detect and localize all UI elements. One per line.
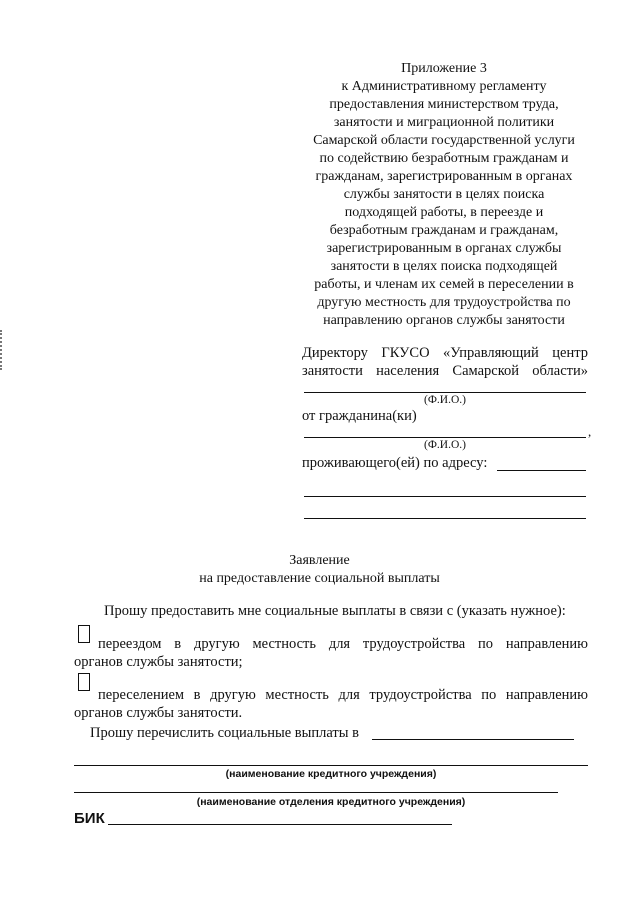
scan-edge-mark xyxy=(0,330,6,370)
appendix-line: службы занятости в целях поиска xyxy=(343,187,545,202)
appendix-line: предоставления министерством труда, xyxy=(329,97,559,112)
request-text: Прошу предоставить мне социальные выплаты в связи с (указать нужное): xyxy=(104,603,566,619)
statement-title: Заявление xyxy=(289,553,350,568)
address-field-3[interactable] xyxy=(304,518,586,519)
address-field-1[interactable] xyxy=(497,470,586,471)
addressee-block xyxy=(302,344,588,380)
appendix-line: другую местность для трудоустройства по xyxy=(317,295,571,310)
bank-branch-caption: (наименование отделения кредитного учреждения) xyxy=(196,796,466,808)
address-field-2[interactable] xyxy=(304,496,586,497)
appendix-line: работы, и членам их семей в переселении в xyxy=(314,277,574,292)
director-name-field[interactable] xyxy=(304,392,586,393)
appendix-line: занятости и миграционной политики xyxy=(333,115,555,130)
transfer-request-label: Прошу перечислить социальные выплаты в xyxy=(90,725,359,741)
bik-label: БИК xyxy=(74,810,105,827)
bank-inline-field[interactable] xyxy=(372,739,574,740)
applicant-name-comma: , xyxy=(588,424,592,439)
bank-name-field[interactable] xyxy=(74,765,588,766)
appendix-line: по содействию безработным гражданам и xyxy=(319,151,569,166)
appendix-line: зарегистрированным в органах службы xyxy=(326,241,562,256)
bank-branch-field[interactable] xyxy=(74,792,558,793)
appendix-header xyxy=(294,60,594,330)
option-relocation-line-2: органов службы занятости; xyxy=(74,654,243,670)
from-citizen-label: от гражданина(ки) xyxy=(302,408,417,424)
appendix-line: направлению органов службы занятости xyxy=(323,313,565,328)
fio-caption-director: (Ф.И.О.) xyxy=(424,394,466,406)
address-label: проживающего(ей) по адресу: xyxy=(302,455,488,471)
appendix-title: Приложение 3 xyxy=(401,61,487,76)
appendix-line: подходящей работы, в переезде и xyxy=(344,205,544,220)
bank-name-caption: (наименование кредитного учреждения) xyxy=(225,768,437,780)
appendix-line: занятости в целях поиска подходящей xyxy=(330,259,558,274)
option-resettlement-line-2: органов службы занятости. xyxy=(74,705,243,721)
fio-caption-applicant: (Ф.И.О.) xyxy=(424,439,466,451)
appendix-line: Самарской области государственной услуги xyxy=(313,133,575,148)
addressee-line-1: Директору ГКУСО «Управляющий центр xyxy=(302,345,588,361)
appendix-line: безработным гражданам и гражданам, xyxy=(329,223,559,238)
appendix-line: гражданам, зарегистрированным в органах xyxy=(315,169,573,184)
option-relocation xyxy=(74,635,588,671)
option-resettlement xyxy=(74,686,588,722)
bik-field[interactable] xyxy=(108,824,452,825)
appendix-line: к Административному регламенту xyxy=(341,79,547,94)
statement-subtitle: на предоставление социальной выплаты xyxy=(199,571,440,586)
option-resettlement-line-1: переселением в другую местность для трудоустройства по направлению xyxy=(98,687,588,703)
option-relocation-line-1: переездом в другую местность для трудоустройства по направлению xyxy=(98,636,588,652)
addressee-line-2: занятости населения Самарской области» xyxy=(302,363,588,379)
applicant-name-field[interactable] xyxy=(304,437,586,438)
